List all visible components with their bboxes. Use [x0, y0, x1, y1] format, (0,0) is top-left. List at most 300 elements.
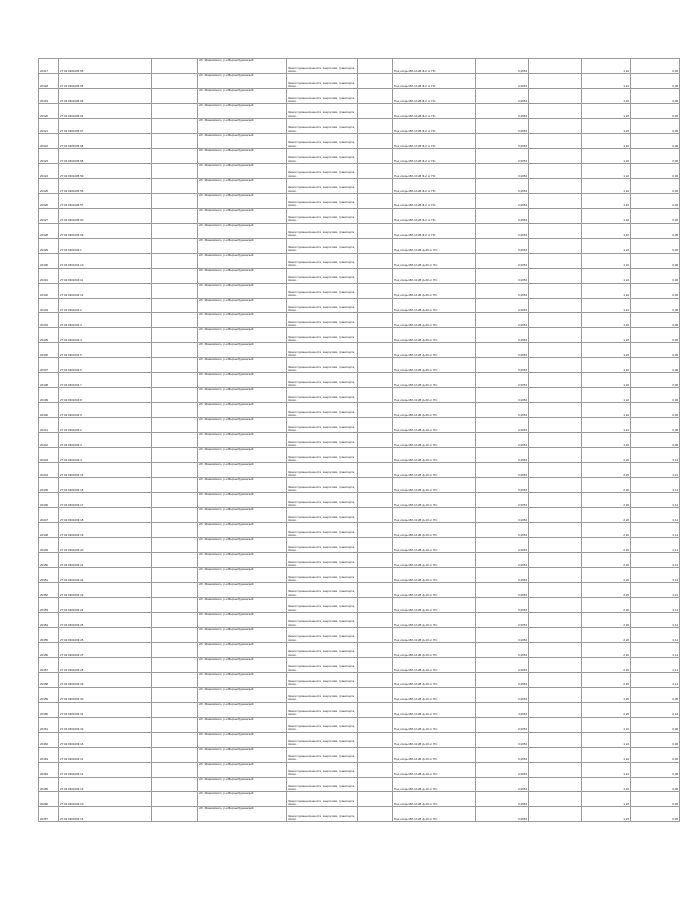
empty-cell	[529, 193, 582, 208]
cadastral-number: 27:04:0301005:64	[59, 103, 152, 118]
land-category-cell: Земли промышленности, энергетики, транспорта, связи...	[287, 103, 358, 118]
empty-cell	[529, 418, 582, 433]
value-a-cell: 2,20	[582, 642, 631, 657]
area-cell: 0,0054	[476, 642, 529, 657]
area-cell: 0,0054	[476, 478, 529, 493]
empty-cell	[358, 672, 393, 687]
object-cell: Под опоры ВЛ-10 кВ Ф-2 от ПС	[393, 223, 476, 238]
area-cell: 0,0054	[476, 193, 529, 208]
object-cell: Под опоры ВЛ-10 кВ ф-10 от ПС	[393, 508, 476, 523]
row-id: 20424	[39, 163, 59, 178]
row-id: 20457	[39, 657, 59, 672]
cadastral-number: 27:04:0301003:19	[59, 523, 152, 538]
empty-cell	[529, 538, 582, 553]
empty-cell	[358, 148, 393, 163]
cadastral-number: 27:04:0301005:58	[59, 148, 152, 163]
empty-cell	[529, 702, 582, 717]
row-id: 20465	[39, 777, 59, 792]
value-a-cell: 2,20	[582, 657, 631, 672]
empty-cell	[152, 777, 198, 792]
cadastral-number: 27:04:0301003:23	[59, 582, 152, 597]
object-cell: Под опоры ВЛ-10 кВ ф-10 от ПС	[393, 747, 476, 762]
cadastral-number: 27:04:0301003:31	[59, 702, 152, 717]
value-a-cell: 1,22	[582, 373, 631, 388]
empty-cell	[152, 283, 198, 298]
row-id: 20464	[39, 762, 59, 777]
table-row	[39, 433, 680, 448]
value-b-cell: 0,06	[631, 178, 680, 193]
empty-cell	[152, 567, 198, 582]
area-cell: 0,0054	[476, 358, 529, 373]
empty-cell	[358, 747, 393, 762]
row-id: 20466	[39, 792, 59, 807]
row-id: 20442	[39, 433, 59, 448]
value-a-cell: 2,20	[582, 672, 631, 687]
area-cell: 0,0054	[476, 762, 529, 777]
empty-cell	[152, 418, 198, 433]
value-b-cell: 0,11	[631, 508, 680, 523]
empty-cell	[529, 358, 582, 373]
object-cell: Под опоры ВЛ-10 кВ ф-20 от ПС	[393, 283, 476, 298]
table-row	[39, 702, 680, 717]
value-a-cell: 2,20	[582, 523, 631, 538]
value-a-cell: 1,22	[582, 283, 631, 298]
area-cell: 0,0054	[476, 747, 529, 762]
land-category-cell: Земли промышленности, энергетики, транспорта, связи...	[287, 373, 358, 388]
land-category-cell: Земли промышленности, энергетики, транспорта, связи...	[287, 463, 358, 478]
row-id: 20433	[39, 298, 59, 313]
empty-cell	[152, 508, 198, 523]
empty-cell	[152, 807, 198, 822]
cadastral-number: 27:04:0301003:14	[59, 463, 152, 478]
address-cell: хбт. Маяковского, р-н Верхнебуреинский	[198, 478, 287, 493]
empty-cell	[529, 223, 582, 238]
cadastral-number: 27:04:0301003:4	[59, 448, 152, 463]
row-id: 20423	[39, 148, 59, 163]
empty-cell	[529, 552, 582, 567]
value-b-cell: 0,06	[631, 732, 680, 747]
value-b-cell: 0,06	[631, 88, 680, 103]
empty-cell	[529, 313, 582, 328]
address-cell: хбт. Маяковского, р-н Верхнебуреинский	[198, 657, 287, 672]
value-b-cell: 0,11	[631, 597, 680, 612]
object-cell: Под опоры ВЛ-10 кВ ф-10 от ПС	[393, 612, 476, 627]
object-cell: Под опоры ВЛ-10 кВ ф-10 от ПС	[393, 448, 476, 463]
row-id: 20449	[39, 538, 59, 553]
empty-cell	[152, 657, 198, 672]
object-cell: Под опоры ВЛ-10 кВ ф-10 от ПС	[393, 687, 476, 702]
value-a-cell: 1,22	[582, 388, 631, 403]
address-cell: хбт. Маяковского, р-н Верхнебуреинский	[198, 672, 287, 687]
address-cell: хбт. Маяковского, р-н Верхнебуреинский	[198, 283, 287, 298]
land-category-cell: Земли промышленности, энергетики, транспорта, связи...	[287, 567, 358, 582]
empty-cell	[529, 148, 582, 163]
table-row	[39, 478, 680, 493]
value-b-cell: 0,11	[631, 657, 680, 672]
value-a-cell: 1,22	[582, 268, 631, 283]
object-cell: Под опоры ВЛ-10 кВ Ф-2 от ПС	[393, 163, 476, 178]
value-b-cell: 0,06	[631, 358, 680, 373]
land-category-cell: Земли промышленности, энергетики, транспорта, связи...	[287, 193, 358, 208]
value-a-cell: 1,22	[582, 253, 631, 268]
table-row	[39, 268, 680, 283]
value-b-cell: 0,06	[631, 717, 680, 732]
area-cell: 0,0054	[476, 508, 529, 523]
address-cell: хбт. Маяковского, р-н Верхнебуреинский	[198, 148, 287, 163]
area-cell: 0,0054	[476, 148, 529, 163]
cadastral-number: 27:04:0301005:56	[59, 178, 152, 193]
cadastral-number: 27:04:0301004:1	[59, 238, 152, 253]
table-row	[39, 463, 680, 478]
empty-cell	[358, 118, 393, 133]
table-row	[39, 59, 680, 74]
area-cell: 0,0054	[476, 328, 529, 343]
empty-cell	[152, 253, 198, 268]
address-cell: хбт. Маяковского, р-н Верхнебуреинский	[198, 777, 287, 792]
empty-cell	[529, 732, 582, 747]
empty-cell	[358, 358, 393, 373]
area-cell: 0,0054	[476, 433, 529, 448]
object-cell: Под опоры ВЛ-10 кВ Ф-2 от ПС	[393, 118, 476, 133]
table-row	[39, 777, 680, 792]
value-b-cell: 0,06	[631, 163, 680, 178]
value-a-cell: 1,22	[582, 358, 631, 373]
row-id: 20437	[39, 358, 59, 373]
empty-cell	[358, 163, 393, 178]
value-a-cell: 2,20	[582, 597, 631, 612]
value-b-cell: 0,11	[631, 463, 680, 478]
table-row	[39, 672, 680, 687]
row-id: 20460	[39, 702, 59, 717]
empty-cell	[358, 582, 393, 597]
empty-cell	[358, 88, 393, 103]
object-cell: Под опоры ВЛ-10 кВ ф-20 от ПС	[393, 268, 476, 283]
row-id: 20462	[39, 732, 59, 747]
address-cell: хбт. Маяковского, р-н Верхнебуреинский	[198, 732, 287, 747]
value-a-cell: 1,22	[582, 792, 631, 807]
area-cell: 0,0054	[476, 657, 529, 672]
value-b-cell: 0,06	[631, 59, 680, 74]
cadastral-number: 27:04:0301003:13	[59, 777, 152, 792]
address-cell: хбт. Маяковского, р-н Верхнебуреинский	[198, 343, 287, 358]
value-b-cell: 0,06	[631, 418, 680, 433]
empty-cell	[529, 627, 582, 642]
empty-cell	[358, 343, 393, 358]
empty-cell	[358, 552, 393, 567]
empty-cell	[152, 388, 198, 403]
empty-cell	[529, 642, 582, 657]
cadastral-number: 27:04:0301004:7	[59, 373, 152, 388]
table-row	[39, 253, 680, 268]
value-b-cell: 0,06	[631, 433, 680, 448]
empty-cell	[358, 597, 393, 612]
row-id: 20418	[39, 73, 59, 88]
row-id: 20421	[39, 118, 59, 133]
empty-cell	[152, 732, 198, 747]
table-row	[39, 807, 680, 822]
address-cell: хбт. Маяковского, р-н Верхнебуреинский	[198, 253, 287, 268]
value-b-cell: 0,06	[631, 148, 680, 163]
empty-cell	[152, 672, 198, 687]
table-row	[39, 208, 680, 223]
value-a-cell: 1,22	[582, 807, 631, 822]
address-cell: хбт. Маяковского, р-н Верхнебуреинский	[198, 463, 287, 478]
empty-cell	[152, 747, 198, 762]
table-row	[39, 148, 680, 163]
table-row	[39, 418, 680, 433]
area-cell: 0,0054	[476, 373, 529, 388]
address-cell: хбт. Маяковского, р-н Верхнебуреинский	[198, 597, 287, 612]
empty-cell	[529, 73, 582, 88]
empty-cell	[152, 552, 198, 567]
object-cell: Под опоры ВЛ-10 кВ ф-20 от ПС	[393, 373, 476, 388]
value-b-cell: 0,11	[631, 552, 680, 567]
value-a-cell: 2,20	[582, 538, 631, 553]
empty-cell	[358, 238, 393, 253]
land-category-cell: Земли промышленности, энергетики, транспорта, связи...	[287, 433, 358, 448]
empty-cell	[358, 283, 393, 298]
empty-cell	[152, 717, 198, 732]
cadastral-number: 27:04:0301003:29	[59, 672, 152, 687]
land-category-cell: Земли промышленности, энергетики, транспорта, связи...	[287, 118, 358, 133]
land-category-cell: Земли промышленности, энергетики, транспорта, связи...	[287, 747, 358, 762]
row-id: 20447	[39, 508, 59, 523]
row-id: 20443	[39, 448, 59, 463]
row-id: 20448	[39, 523, 59, 538]
address-cell: хбт. Маяковского, р-н Верхнебуреинский	[198, 268, 287, 283]
object-cell: Под опоры ВЛ-10 кВ ф-10 от ПС	[393, 582, 476, 597]
value-b-cell: 0,06	[631, 343, 680, 358]
empty-cell	[358, 538, 393, 553]
address-cell: хбт. Маяковского, р-н Верхнебуреинский	[198, 687, 287, 702]
empty-cell	[529, 328, 582, 343]
object-cell: Под опоры ВЛ-10 кВ ф-10 от ПС	[393, 433, 476, 448]
empty-cell	[358, 298, 393, 313]
row-id: 20452	[39, 582, 59, 597]
row-id: 20445	[39, 478, 59, 493]
empty-cell	[358, 567, 393, 582]
empty-cell	[152, 313, 198, 328]
row-id: 20425	[39, 178, 59, 193]
area-cell: 0,0054	[476, 418, 529, 433]
empty-cell	[152, 448, 198, 463]
address-cell: хбт. Маяковского, р-н Верхнебуреинский	[198, 552, 287, 567]
value-a-cell: 1,22	[582, 418, 631, 433]
address-cell: хбт. Маяковского, р-н Верхнебуреинский	[198, 418, 287, 433]
land-category-cell: Земли промышленности, энергетики, транспорта, связи...	[287, 163, 358, 178]
row-id: 20432	[39, 283, 59, 298]
row-id: 20430	[39, 253, 59, 268]
land-category-cell: Земли промышленности, энергетики, транспорта, связи...	[287, 148, 358, 163]
land-category-cell: Земли промышленности, энергетики, транспорта, связи...	[287, 672, 358, 687]
table-row	[39, 538, 680, 553]
table-row	[39, 238, 680, 253]
value-b-cell: 0,06	[631, 403, 680, 418]
empty-cell	[152, 433, 198, 448]
empty-cell	[358, 223, 393, 238]
value-a-cell: 1,22	[582, 208, 631, 223]
cadastral-number: 27:04:0301003:32	[59, 717, 152, 732]
value-a-cell: 1,22	[582, 777, 631, 792]
row-id: 20444	[39, 463, 59, 478]
area-cell: 0,0054	[476, 612, 529, 627]
address-cell: хбт. Маяковского, р-н Верхнебуреинский	[198, 238, 287, 253]
empty-cell	[529, 388, 582, 403]
value-b-cell: 0,06	[631, 328, 680, 343]
object-cell: Под опоры ВЛ-10 кВ Ф-2 от ПС	[393, 103, 476, 118]
empty-cell	[529, 298, 582, 313]
address-cell: хбт. Маяковского, р-н Верхнебуреинский	[198, 717, 287, 732]
table-row	[39, 343, 680, 358]
cadastral-number: 27:04:0301003:16	[59, 732, 152, 747]
cadastral-number: 27:04:0301004:2	[59, 298, 152, 313]
value-a-cell: 2,20	[582, 552, 631, 567]
table-row	[39, 597, 680, 612]
address-cell: хбт. Маяковского, р-н Верхнебуреинский	[198, 747, 287, 762]
empty-cell	[358, 612, 393, 627]
object-cell: Под опоры ВЛ-10 кВ Ф-2 от ПС	[393, 178, 476, 193]
cadastral-number: 27:04:0301003:2	[59, 418, 152, 433]
cadastral-number: 27:04:0301005:57	[59, 193, 152, 208]
area-cell: 0,0054	[476, 298, 529, 313]
cadastral-number: 27:04:0301003:11	[59, 747, 152, 762]
land-category-cell: Земли промышленности, энергетики, транспорта, связи...	[287, 627, 358, 642]
land-category-cell: Земли промышленности, энергетики, транспорта, связи...	[287, 582, 358, 597]
value-a-cell: 2,20	[582, 508, 631, 523]
cadastral-number: 27:04:0301004:8	[59, 388, 152, 403]
value-b-cell: 0,12	[631, 702, 680, 717]
cadastral-number: 27:04:0301003:26	[59, 627, 152, 642]
land-category-cell: Земли промышленности, энергетики, транспорта, связи...	[287, 702, 358, 717]
value-b-cell: 0,06	[631, 298, 680, 313]
empty-cell	[529, 448, 582, 463]
value-a-cell: 1,22	[582, 59, 631, 74]
table-row	[39, 118, 680, 133]
empty-cell	[529, 657, 582, 672]
area-cell: 0,0054	[476, 163, 529, 178]
empty-cell	[529, 807, 582, 822]
address-cell: хбт. Маяковского, р-н Верхнебуреинский	[198, 118, 287, 133]
empty-cell	[152, 478, 198, 493]
empty-cell	[529, 463, 582, 478]
value-a-cell: 1,22	[582, 103, 631, 118]
value-a-cell: 2,20	[582, 567, 631, 582]
value-a-cell: 1,22	[582, 717, 631, 732]
table-row	[39, 732, 680, 747]
address-cell: хбт. Маяковского, р-н Верхнебуреинский	[198, 298, 287, 313]
value-b-cell: 0,11	[631, 612, 680, 627]
area-cell: 0,0054	[476, 118, 529, 133]
object-cell: Под опоры ВЛ-10 кВ ф-20 от ПС	[393, 313, 476, 328]
row-id: 20446	[39, 493, 59, 508]
empty-cell	[358, 133, 393, 148]
area-cell: 0,0054	[476, 103, 529, 118]
table-row	[39, 582, 680, 597]
address-cell: хбт. Маяковского, р-н Верхнебуреинский	[198, 73, 287, 88]
value-b-cell: 0,06	[631, 792, 680, 807]
row-id: 20419	[39, 88, 59, 103]
area-cell: 0,0054	[476, 73, 529, 88]
address-cell: хбт. Маяковского, р-н Верхнебуреинский	[198, 178, 287, 193]
address-cell: хбт. Маяковского, р-н Верхнебуреинский	[198, 373, 287, 388]
address-cell: хбт. Маяковского, р-н Верхнебуреинский	[198, 508, 287, 523]
row-id: 20463	[39, 747, 59, 762]
value-b-cell: 0,06	[631, 103, 680, 118]
table-row	[39, 103, 680, 118]
object-cell: Под опоры ВЛ-10 кВ ф-10 от ПС	[393, 552, 476, 567]
land-category-cell: Земли промышленности, энергетики, транспорта, связи...	[287, 223, 358, 238]
address-cell: хбт. Маяковского, р-н Верхнебуреинский	[198, 59, 287, 74]
empty-cell	[358, 328, 393, 343]
cadastral-number: 27:04:0301003:28	[59, 657, 152, 672]
empty-cell	[529, 343, 582, 358]
cadastral-number: 27:04:0301003:27	[59, 642, 152, 657]
table-row	[39, 762, 680, 777]
area-cell: 0,0054	[476, 463, 529, 478]
object-cell: Под опоры ВЛ-10 кВ ф-10 от ПС	[393, 777, 476, 792]
area-cell: 0,0054	[476, 448, 529, 463]
empty-cell	[152, 118, 198, 133]
value-a-cell: 1,22	[582, 163, 631, 178]
value-b-cell: 0,11	[631, 582, 680, 597]
empty-cell	[529, 253, 582, 268]
table-row	[39, 642, 680, 657]
empty-cell	[529, 672, 582, 687]
cadastral-number: 27:04:0301003:15	[59, 807, 152, 822]
area-cell: 0,0054	[476, 777, 529, 792]
empty-cell	[358, 732, 393, 747]
area-cell: 0,0054	[476, 238, 529, 253]
land-category-cell: Земли промышленности, энергетики, транспорта, связи...	[287, 523, 358, 538]
object-cell: Под опоры ВЛ-10 кВ ф-20 от ПС	[393, 358, 476, 373]
area-cell: 0,0054	[476, 672, 529, 687]
value-b-cell: 0,06	[631, 747, 680, 762]
empty-cell	[152, 178, 198, 193]
value-b-cell: 0,11	[631, 538, 680, 553]
value-b-cell: 0,11	[631, 448, 680, 463]
empty-cell	[358, 508, 393, 523]
value-b-cell: 0,11	[631, 672, 680, 687]
table-row	[39, 283, 680, 298]
value-a-cell: 2,20	[582, 612, 631, 627]
value-b-cell: 0,11	[631, 627, 680, 642]
cadastral-number: 27:04:0301003:25	[59, 612, 152, 627]
empty-cell	[152, 268, 198, 283]
land-category-cell: Земли промышленности, энергетики, транспорта, связи...	[287, 253, 358, 268]
cadastral-number: 27:04:0301004:11	[59, 268, 152, 283]
table-row	[39, 567, 680, 582]
value-b-cell: 0,06	[631, 313, 680, 328]
land-category-cell: Земли промышленности, энергетики, транспорта, связи...	[287, 133, 358, 148]
object-cell: Под опоры ВЛ-10 кВ ф-10 от ПС	[393, 418, 476, 433]
object-cell: Под опоры ВЛ-10 кВ Ф-2 от ПС	[393, 208, 476, 223]
land-plots-table	[38, 58, 680, 822]
table-row	[39, 133, 680, 148]
value-b-cell: 0,06	[631, 118, 680, 133]
land-category-cell: Земли промышленности, энергетики, транспорта, связи...	[287, 343, 358, 358]
empty-cell	[152, 523, 198, 538]
table-row	[39, 88, 680, 103]
object-cell: Под опоры ВЛ-10 кВ Ф-2 от ПС	[393, 148, 476, 163]
empty-cell	[529, 612, 582, 627]
table-row	[39, 313, 680, 328]
table-row	[39, 358, 680, 373]
empty-cell	[358, 493, 393, 508]
object-cell: Под опоры ВЛ-10 кВ ф-10 от ПС	[393, 597, 476, 612]
value-b-cell: 0,11	[631, 642, 680, 657]
empty-cell	[358, 268, 393, 283]
address-cell: хбт. Маяковского, р-н Верхнебуреинский	[198, 313, 287, 328]
